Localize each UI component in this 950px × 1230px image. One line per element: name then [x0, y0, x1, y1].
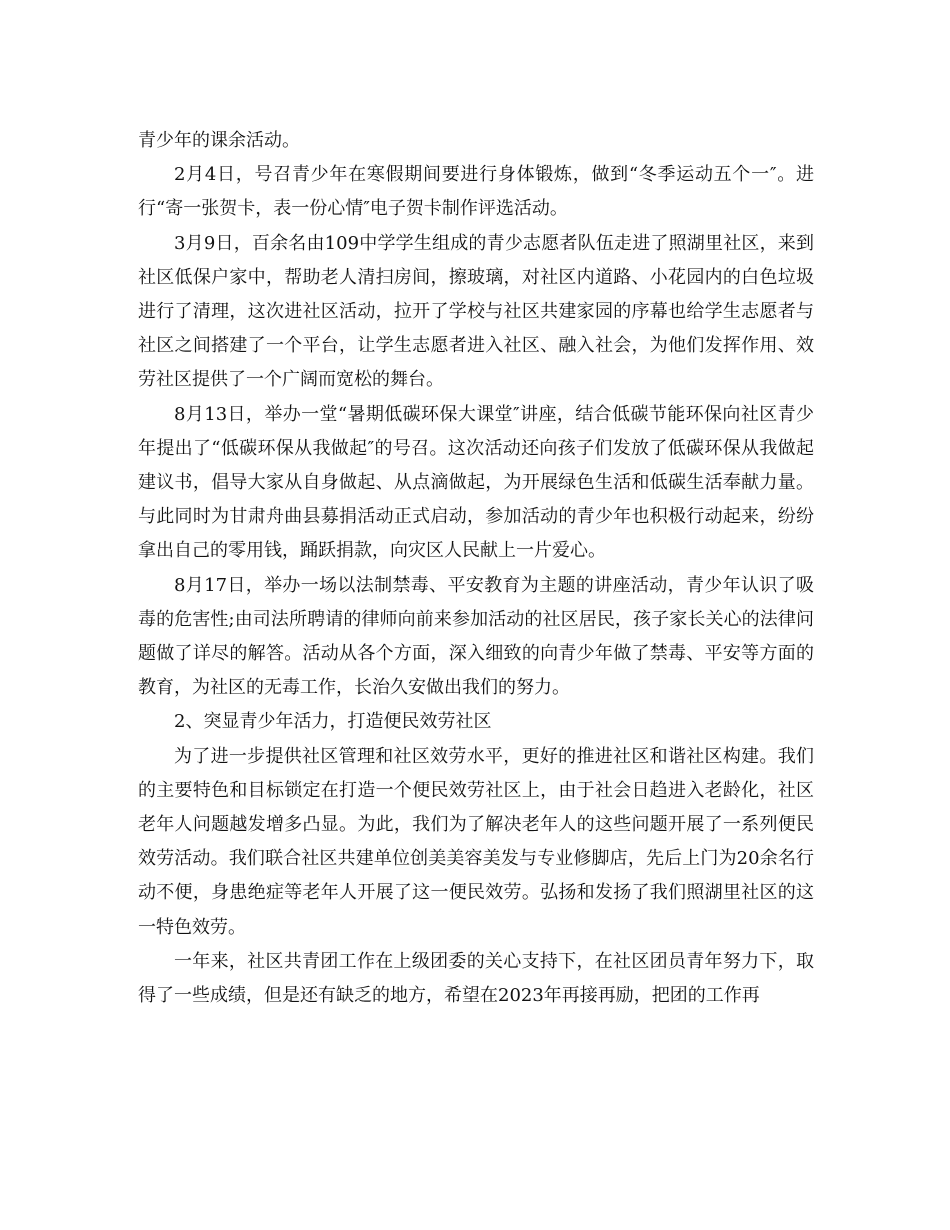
paragraph-continuation: 青少年的课余活动。 — [138, 130, 300, 151]
paragraph-aug-13: 8月13日，举办一堂“暑期低碳环保大课堂″讲座，结合低碳节能环保向社区青少年提出了“低碳环保从我做起″的号召。这次活动还向孩子们发放了低碳环保从我做起建议书，倡导大家从自身做起、从点滴做起，为开展绿色生活和低碳生活奉献力量。与此同时为甘肃舟曲县募捐活动正式启动，参加活动的青少年也积极行动起来，纷纷拿出自己的零用钱，踊跃捐款，向灾区人民献上一片爱心。 — [138, 403, 814, 562]
paragraph-mar-9: 3月9日，百余名由109中学学生组成的青少志愿者队伍走进了照湖里社区，来到社区低保户家中，帮助老人清扫房间，擦玻璃，对社区内道路、小花园内的白色垃圾进行了清理，这次进社区活动，拉开了学校与社区共建家园的序幕也给学生志愿者与社区之间搭建了一个平台，让学生志愿者进入社区、融入社会，为他们发挥作用、效劳社区提供了一个广阔而宽松的舞台。 — [138, 232, 814, 391]
paragraph-feb-4: 2月4日，号召青少年在寒假期间要进行身体锻炼，做到“冬季运动五个一″。进行“寄一张贺卡，表一份心情″电子贺卡制作评选活动。 — [138, 164, 814, 220]
document-body — [138, 124, 814, 1013]
paragraph-convenience-service: 为了进一步提供社区管理和社区效劳水平，更好的推进社区和谐社区构建。我们的主要特色和目标锁定在打造一个便民效劳社区上，由于社会日趋进入老龄化，社区老年人问题越发增多凸显。为此，我们为了解决老年人的这些问题开展了一系列便民效劳活动。我们联合社区共建单位创美美容美发与专业修脚店，先后上门为20余名行动不便，身患绝症等老年人开展了这一便民效劳。弘扬和发扬了我们照湖里社区的这一特色效劳。 — [138, 745, 814, 938]
paragraph-summary: 一年来，社区共青团工作在上级团委的关心支持下，在社区团员青年努力下，取得了一些成绩，但是还有缺乏的地方，希望在2023年再接再励，把团的工作再 — [138, 950, 814, 1007]
paragraph-aug-17: 8月17日，举办一场以法制禁毒、平安教育为主题的讲座活动，青少年认识了吸毒的危害性;由司法所聘请的律师向前来参加活动的社区居民，孩子家长关心的法律问题做了详尽的解答。活动从各个方面，深入细致的向青少年做了禁毒、平安等方面的教育，为社区的无毒工作，长治久安做出我们的努力。 — [138, 574, 814, 699]
section-heading-2: 2、突显青少年活力，打造便民效劳社区 — [174, 711, 492, 733]
